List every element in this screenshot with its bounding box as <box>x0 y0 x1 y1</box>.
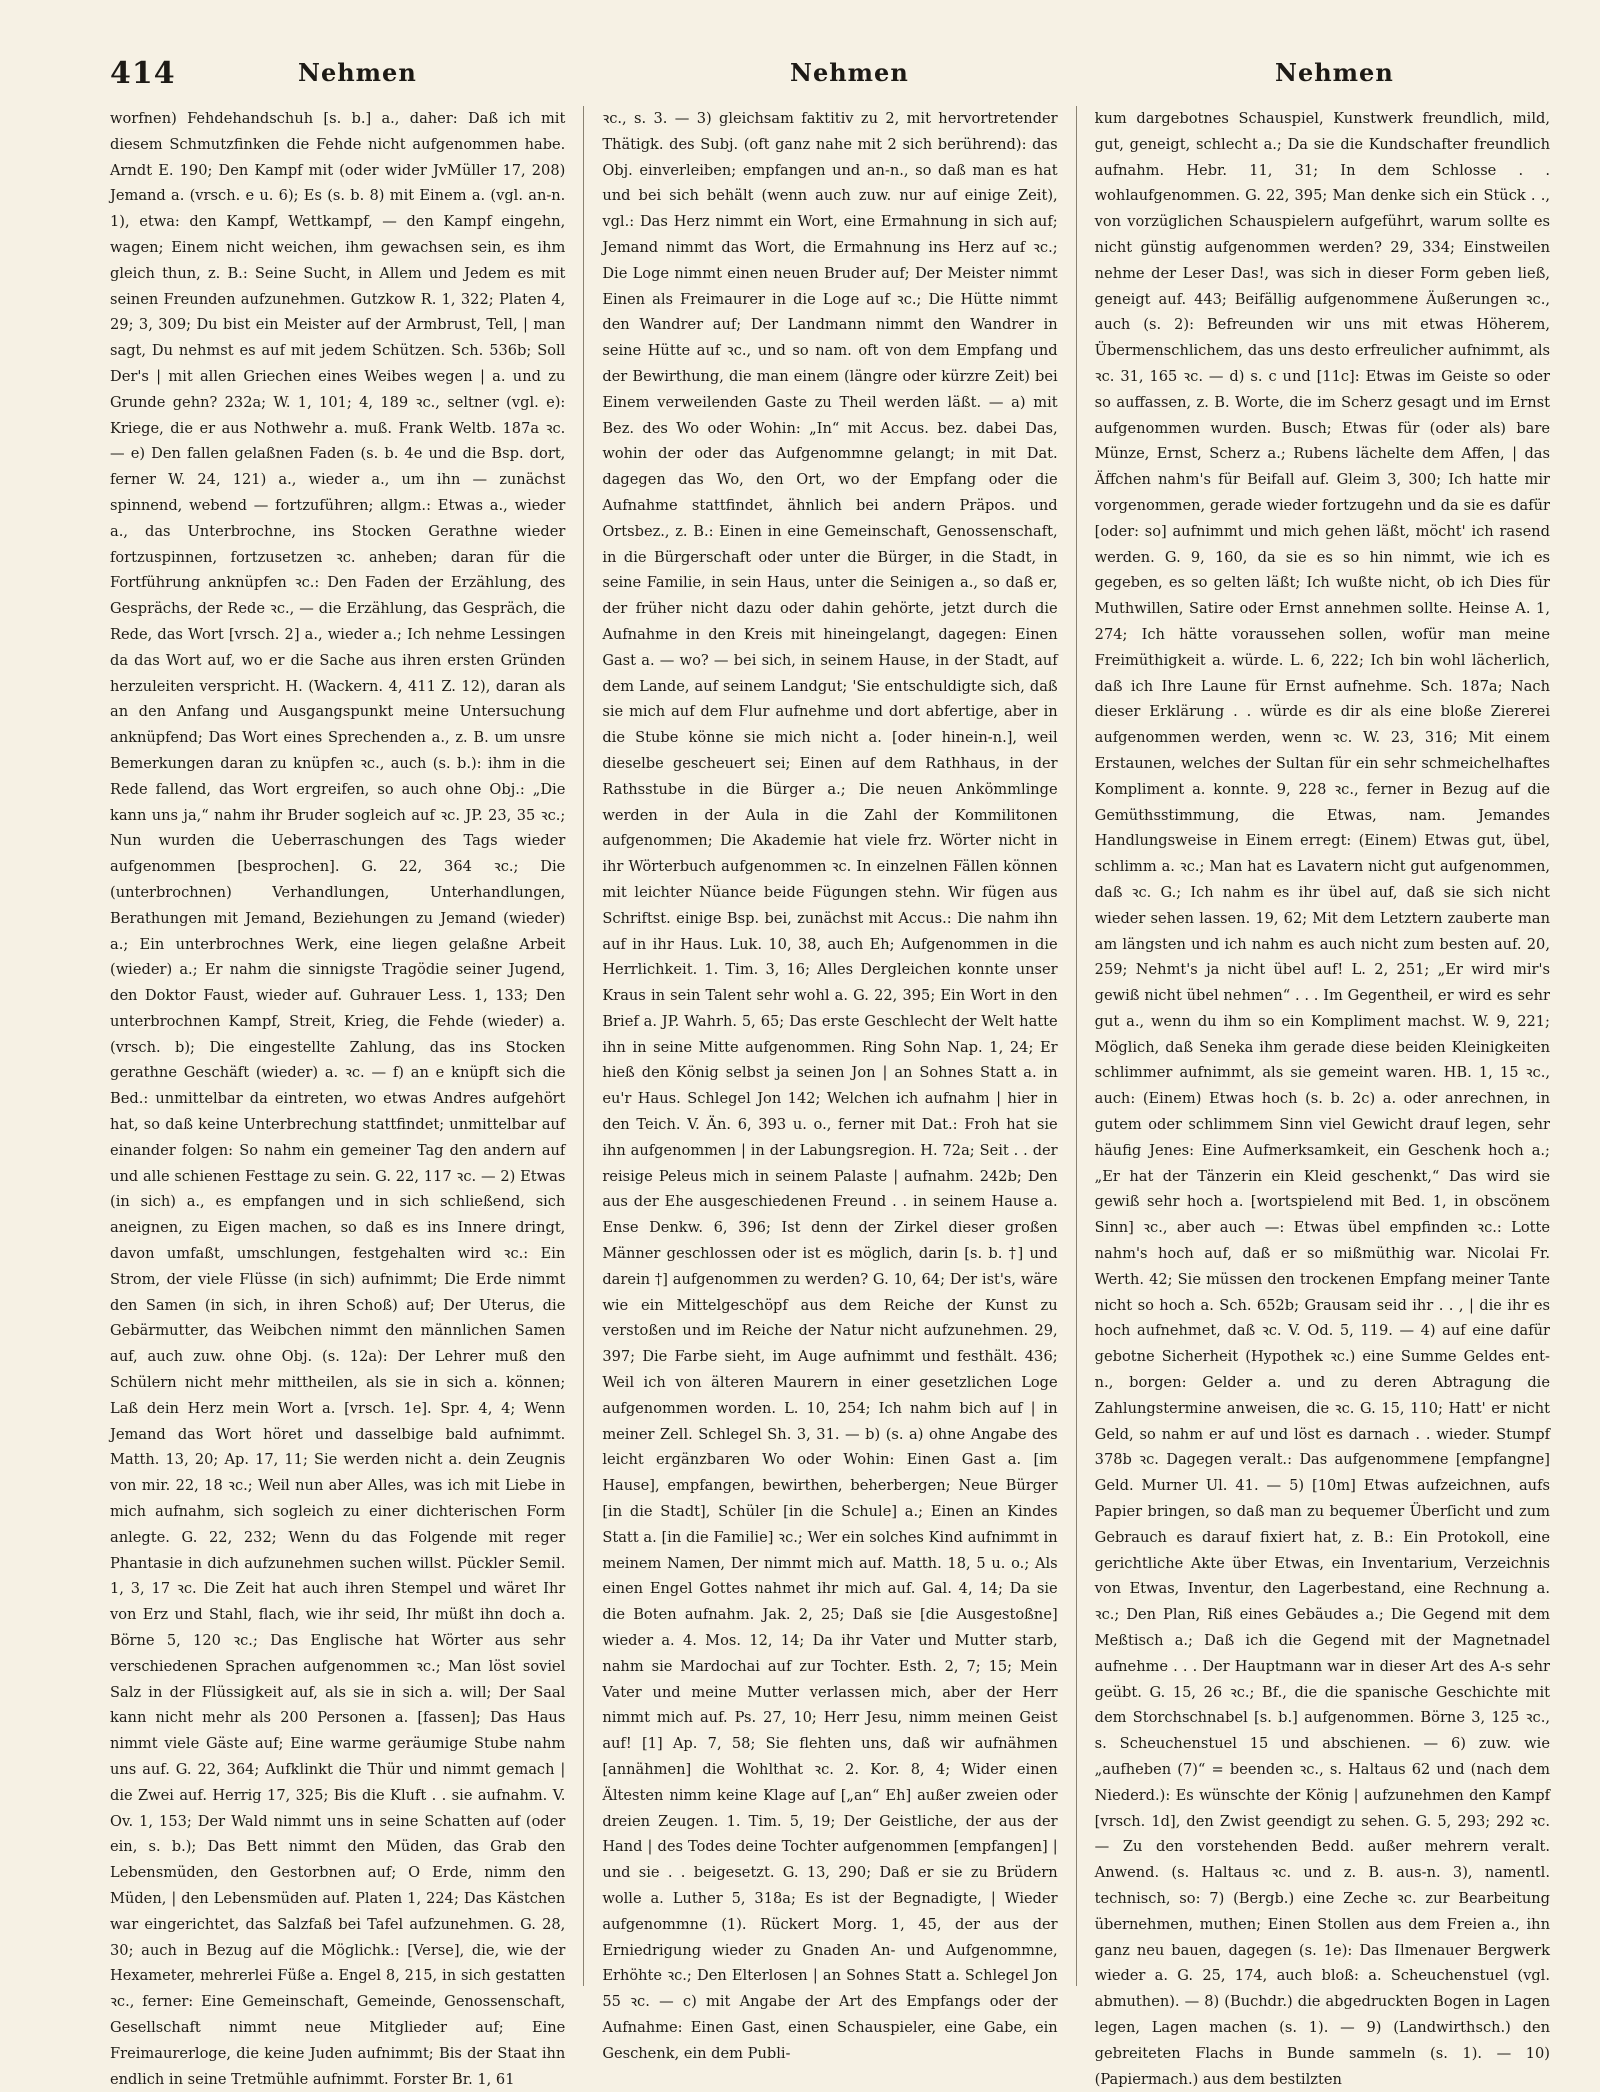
column-center: ꝛc., s. 3. — 3) gleichsam faktitiv zu 2, mit hervortretender Thätigk. des Subj. (oft ganz nahe mit 2 sich berührend): das Obj. einverleiben; empfangen und an-n., so daß man es hat und bei sich behält (wenn auch zuw. nur auf einige Zeit), vgl.: Das Herz nimmt ein Wort, eine Ermahnung in sich auf; Jemand nimmt das Wort, die Ermahnung ins Herz auf ꝛc.; Die Loge nimmt einen neuen Bruder auf; Der Meister nimmt Einen als Freimaurer in die Loge auf ꝛc.; Die Hütte nimmt den Wandrer auf; Der Landmann nimmt den Wandrer in seine Hütte auf ꝛc., und so nam. oft von dem Empfang und der Bewirthung, die man einem (längre oder kürzre Zeit) bei Einem verweilenden Gaste zu Theil werden läßt. — a) mit Bez. des Wo oder Wohin: „In“ mit Accus. bez. dabei Das, wohin der oder das Aufgenommne gelangt; in mit Dat. dagegen das Wo, den Ort, wo der Empfang oder die Aufnahme stattfindet, ähnlich bei andern Präpos. und Ortsbez., z. B.: Einen in eine Gemeinschaft, Genossenschaft, in die Bürgerschaft oder unter die Bürger, in die Stadt, in seine Familie, in sein Haus, unter die Seinigen a., so daß er, der früher nicht dazu oder dahin gehörte, jetzt durch die Aufnahme in den Kreis mit hineingelangt, dagegen: Einen Gast a. — wo? — bei sich, in seinem Hause, in der Stadt, auf dem Lande, auf seinem Landgut; 'Sie entschuldigte sich, daß sie mich auf dem Flur aufnehme und dort abfertige, aber in die Stube könne sie mich nicht a. [oder hinein-n.], weil dieselbe gescheuert sei; Einen auf dem Rathhaus, in der Rathsstube in die Bürger a.; Die neuen Ankömmlinge werden in der Aula in die Zahl der Kommilitonen aufgenommen; Die Akademie hat viele frz. Wörter nicht in ihr Wörterbuch aufgenommen ꝛc. In einzelnen Fällen können mit leichter Nüance beide Fügungen stehn. Wir fügen aus Schriftst. einige Bsp. bei, zunächst mit Accus.: Die nahm ihn auf in ihr Haus. Luk. 10, 38, auch Eh; Aufgenommen in die Herrlichkeit. 1. Tim. 3, 16; Alles Dergleichen konnte unser Kraus in sein Talent sehr wohl a. G. 22, 395; Ein Wort in den Brief a. JP. Wahrh. 5, 65; Das erste Geschlecht der Welt hatte ihn in seine Mitte aufgenommen. Ring Sohn Nap. 1, 24; Er hieß den König selbst ja seinen Jon | an Sohnes Statt a. in eu'r Haus. Schlegel Jon 142; Welchen ich aufnahm | hier in den Teich. V. Än. 6, 393 u. o., ferner mit Dat.: Froh hat sie ihn aufgenommen | in der Labungsregion. H. 72a; Seit . . der reisige Peleus mich in seinem Palaste | aufnahm. 242b; Den aus der Ehe ausgeschiedenen Freund . . in seinem Hause a. Ense Denkw. 6, 396; Ist denn der Zirkel dieser großen Männer geschlossen oder ist es möglich, darin [s. b. †] und darein †] aufgenommen zu werden? G. 10, 64; Der ist's, wäre wie ein Mittelgeschöpf aus dem Reiche der Kunst zu verstoßen und im Reiche der Natur nicht aufzunehmen. 29, 397; Die Farbe sieht, im Auge aufnimmt und festhält. 436; Weil ich von älteren Maurern in einer gesetzlichen Loge aufgenommen worden. L. 10, 254; Ich nahm bich auf | in meiner Zell. Schlegel Sh. 3, 31. — b) (s. a) ohne Angabe des leicht ergänzbaren Wo oder Wohin: Einen Gast a. [im Hause], empfangen, bewirthen, beherbergen; Neue Bürger [in die Stadt], Schüler [in die Schule] a.; Einen an Kindes Statt a. [in die Familie] ꝛc.; Wer ein solches Kind aufnimmt in meinem Namen, Der nimmt mich auf. Matth. 18, 5 u. o.; Als einen Engel Gottes nahmet ihr mich auf. Gal. 4, 14; Da sie die Boten aufnahm. Jak. 2, 25; Daß sie [die Ausgestoßne] wieder a. 4. Mos. 12, 14; Da ihr Vater und Mutter starb, nahm sie Mardochai auf zur Tochter. Esth. 2, 7; 15; Mein Vater und meine Mutter verlassen mich, aber der Herr nimmt mich auf. Ps. 27, 10; Herr Jesu, nimm meinen Geist auf! [1] Ap. 7, 58; Sie flehten uns, daß wir aufnähmen [annähmen] die Wohlthat ꝛc. 2. Kor. 8, 4; Wider einen Ältesten nimm keine Klage auf [„an“ Eh] außer zweien oder dreien Zeugen. 1. Tim. 5, 19; Der Geistliche, der aus der Hand | des Todes deine Tochter aufgenommen [empfangen] | und sie . . beigesetzt. G. 13, 290; Daß er sie zu Brüdern wolle a. Luther 5, 318a; Es ist der Begnadigte, | Wieder aufgenommne (1). Rückert Morg. 1, 45, der aus der Erniedrigung wieder zu Gnaden An- und Aufgenommne, Erhöhte ꝛc.; Den Elterlosen | an Sohnes Statt a. Schlegel Jon 55 ꝛc. — c) mit Angabe der Art des Empfangs oder der Aufnahme: Einen Gast, einen Schauspieler, eine Gabe, ein Geschenk, ein dem Publi- <box>602 110 1058 2062</box>
column-right: kum dargebotnes Schauspiel, Kunstwerk freundlich, mild, gut, geneigt, schlecht a.; Da sie die Kundschafter freundlich aufnahm. Hebr. 11, 31; In dem Schlosse . . wohlaufgenommen. G. 22, 395; Man denke sich ein Stück . ., von vorzüglichen Schauspielern aufgeführt, warum sollte es nicht günstig aufgenommen werden? 29, 334; Einstweilen nehme der Leser Das!, was sich in dieser Form geben ließ, geneigt auf. 443; Beifällig aufgenommene Äußerungen ꝛc., auch (s. 2): Befreunden wir uns mit etwas Höherem, Übermenschlichem, das uns desto erfreulicher aufnimmt, als ꝛc. 31, 165 ꝛc. — d) s. c und [11c]: Etwas im Geiste so oder so auffassen, z. B. Worte, die im Scherz gesagt und im Ernst aufgenommen wurden. Busch; Etwas für (oder als) bare Münze, Ernst, Scherz a.; Rubens lächelte dem Affen, | das Äffchen nahm's für Beifall auf. Gleim 3, 300; Ich hatte mir vorgenommen, gerade wieder fortzugehn und da sie es dafür [oder: so] aufnimmt und mich gehen läßt, möcht' ich rasend werden. G. 9, 160, da sie es so hin nimmt, wie ich es gegeben, es so gelten läßt; Ich wußte nicht, ob ich Dies für Muthwillen, Satire oder Ernst annehmen sollte. Heinse A. 1, 274; Ich hätte voraussehen sollen, wofür man meine Freimüthigkeit a. würde. L. 6, 222; Ich bin wohl lächerlich, daß ich Ihre Laune für Ernst aufnehme. Sch. 187a; Nach dieser Erklärung . . würde es dir als eine bloße Ziererei aufgenommen werden, wenn ꝛc. W. 23, 316; Mit einem Erstaunen, welches der Sultan für ein sehr schmeichelhaftes Kompliment a. konnte. 9, 228 ꝛc., ferner in Bezug auf die Gemüthsstimmung, die Etwas, nam. Jemandes Handlungsweise in Einem erregt: (Einem) Etwas gut, übel, schlimm a. ꝛc.; Man hat es Lavatern nicht gut aufgenommen, daß ꝛc. G.; Ich nahm es ihr übel auf, daß sie sich nicht wieder sehen lassen. 19, 62; Mit dem Letztern zauberte man am längsten und ich nahm es auch nicht zum besten auf. 20, 259; Nehmt's ja nicht übel auf! L. 2, 251; „Er wird mir's gewiß nicht übel nehmen“ . . . Im Gegentheil, er wird es sehr gut a., wenn du ihm so ein Kompliment machst. W. 9, 221; Möglich, daß Seneka ihm gerade diese beiden Kleinigkeiten schlimmer aufnimmt, als sie gemeint waren. HB. 1, 15 ꝛc., auch: (Einem) Etwas hoch (s. b. 2c) a. oder anrechnen, in gutem oder schlimmem Sinn viel Gewicht drauf legen, sehr häufig Jenes: Eine Aufmerksamkeit, ein Geschenk hoch a.; „Er hat der Tänzerin ein Kleid geschenkt,“ Das wird sie gewiß sehr hoch a. [wortspielend mit Bed. 1, in obscönem Sinn] ꝛc., aber auch —: Etwas übel empfinden ꝛc.: Lotte nahm's hoch auf, daß er so mißmüthig war. Nicolai Fr. Werth. 42; Sie müssen den trockenen Empfang meiner Tante nicht so hoch a. Sch. 652b; Grausam seid ihr . . , | die ihr es hoch aufnehmet, daß ꝛc. V. Od. 5, 119. — 4) auf eine dafür gebotne Sicherheit (Hypothek ꝛc.) eine Summe Geldes ent-n., borgen: Gelder a. und zu deren Abtragung die Zahlungstermine anweisen, die ꝛc. G. 15, 110; Hatt' er nicht Geld, so nahm er auf und löst es darnach . . wieder. Stumpf 378b ꝛc. Dagegen veralt.: Das aufgenommene [empfangne] Geld. Murner Ul. 41. — 5) [10m] Etwas aufzeichnen, aufs Papier bringen, so daß man zu bequemer Überſicht und zum Gebrauch es darauf fixiert hat, z. B.: Ein Protokoll, eine gerichtliche Akte über Etwas, ein Inventarium, Verzeichnis von Etwas, Inventur, den Lagerbestand, eine Rechnung a. ꝛc.; Den Plan, Riß eines Gebäudes a.; Die Gegend mit dem Meßtisch a.; Daß ich die Gegend mit der Magnetnadel aufnehme . . . Der Hauptmann war in dieser Art des A-s sehr geübt. G. 15, 26 ꝛc.; Bf., die die spanische Geschichte mit dem Storchschnabel [s. b.] aufgenommen. Börne 3, 125 ꝛc., s. Scheuchenstuel 15 und abschienen. — 6) zuw. wie „aufheben (7)“ = beenden ꝛc., s. Haltaus 62 und (nach dem Niederd.): Es wünschte der König | aufzunehmen den Kampf [vrsch. 1d], den Zwist geendigt zu sehen. G. 5, 293; 292 ꝛc. — Zu den vorstehenden Bedd. außer mehrern veralt. Anwend. (s. Haltaus ꝛc. und z. B. aus-n. 3), namentl. technisch, so: 7) (Bergb.) eine Zeche ꝛc. zur Bearbeitung übernehmen, muthen; Einen Stollen aus dem Freien a., ihn ganz neu bauen, dagegen (s. 1e): Das Ilmenauer Bergwerk wieder a. G. 25, 174, auch bloß: a. Scheuchenstuel (vgl. abmuthen). — 8) (Buchdr.) die abgedruckten Bogen in Lagen legen, Lagen machen (s. 1). — 9) (Landwirthsch.) den gebreiteten Flachs in Bunde sammeln (s. 1). — 10) (Papiermach.) aus dem bestilzten <box>1094 110 1550 2088</box>
column-left: worfnen) Fehdehandschuh [s. b.] a., daher: Daß ich mit diesem Schmutzfinken die Fehde nicht aufgenommen habe. Arndt E. 190; Den Kampf mit (oder wider JvMüller 17, 208) Jemand a. (vrsch. e u. 6); Es (s. b. 8) mit Einem a. (vgl. an-n. 1), etwa: den Kampf, Wettkampf, — den Kampf eingehn, wagen; Einem nicht weichen, ihm gewachsen sein, es ihm gleich thun, z. B.: Seine Sucht, in Allem und Jedem es mit seinen Freunden aufzunehmen. Gutzkow R. 1, 322; Platen 4, 29; 3, 309; Du bist ein Meister auf der Armbrust, Tell, | man sagt, Du nehmst es auf mit jedem Schützen. Sch. 536b; Soll Der's | mit allen Griechen eines Weibes wegen | a. und zu Grunde gehn? 232a; W. 1, 101; 4, 189 ꝛc., seltner (vgl. e): Kriege, die er aus Nothwehr a. muß. Frank Weltb. 187a ꝛc. — e) Den fallen gelaßnen Faden (s. b. 4e und die Bsp. dort, ferner W. 24, 121) a., wieder a., um ihn — zunächst spinnend, webend — fortzuführen; allgm.: Etwas a., wieder a., das Unterbrochne, ins Stocken Gerathne wieder fortzuspinnen, fortzusetzen ꝛc. anheben; daran für die Fortführung anknüpfen ꝛc.: Den Faden der Erzählung, des Gesprächs, der Rede ꝛc., — die Erzählung, das Gespräch, die Rede, das Wort [vrsch. 2] a., wieder a.; Ich nehme Lessingen da das Wort auf, wo er die Sache aus ihren ersten Gründen herzuleiten verspricht. H. (Wackern. 4, 411 Z. 12), daran als an den Anfang und Ausgangspunkt meine Untersuchung anknüpfend; Das Wort eines Sprechenden a., z. B. um unsre Bemerkungen daran zu knüpfen ꝛc., auch (s. b.): ihm in die Rede fallend, das Wort ergreifen, so auch ohne Obj.: „Die kann uns ja,“ nahm ihr Bruder sogleich auf ꝛc. JP. 23, 35 ꝛc.; Nun wurden die Ueberraschungen des Tags wieder aufgenommen [besprochen]. G. 22, 364 ꝛc.; Die (unterbrochnen) Verhandlungen, Unterhandlungen, Berathungen mit Jemand, Beziehungen zu Jemand (wieder) a.; Ein unterbrochnes Werk, eine liegen gelaßne Arbeit (wieder) a.; Er nahm die sinnigste Tragödie seiner Jugend, den Doktor Faust, wieder auf. Guhrauer Less. 1, 133; Den unterbrochnen Kampf, Streit, Krieg, die Fehde (wieder) a. (vrsch. b); Die eingestellte Zahlung, das ins Stocken gerathne Geschäft (wieder) a. ꝛc. — f) an e knüpft sich die Bed.: unmittelbar da eintreten, wo etwas Andres aufgehört hat, so daß keine Unterbrechung stattfindet; unmittelbar auf einander folgen: So nahm ein gemeiner Tag den andern auf und alle schienen Festtage zu sein. G. 22, 117 ꝛc. — 2) Etwas (in sich) a., es empfangen und in sich schließend, sich aneignen, zu Eigen machen, so daß es ins Innere dringt, davon umfaßt, umschlungen, festgehalten wird ꝛc.: Ein Strom, der viele Flüsse (in sich) aufnimmt; Die Erde nimmt den Samen (in sich, in ihren Schoß) auf; Der Uterus, die Gebärmutter, das Weibchen nimmt den männlichen Samen auf, auch zuw. ohne Obj. (s. 12a): Der Lehrer muß den Schülern nicht mehr mittheilen, als sie in sich a. können; Laß dein Herz mein Wort a. [vrsch. 1e]. Spr. 4, 4; Wenn Jemand das Wort höret und dasselbige bald aufnimmt. Matth. 13, 20; Ap. 17, 11; Sie werden nicht a. dein Zeugnis von mir. 22, 18 ꝛc.; Weil nun aber Alles, was ich mit Liebe in mich aufnahm, sich sogleich zu einer dichterischen Form anlegte. G. 22, 232; Wenn du das Folgende mit reger Phantasie in dich aufzunehmen suchen willst. Pückler Semil. 1, 3, 17 ꝛc. Die Zeit hat auch ihren Stempel und wäret Ihr von Erz und Stahl, flach, wie ihr seid, Ihr müßt ihn doch a. Börne 5, 120 ꝛc.; Das Englische hat Wörter aus sehr verschiedenen Sprachen aufgenommen ꝛc.; Man löst soviel Salz in der Flüssigkeit auf, als sie in sich a. will; Der Saal kann nicht mehr als 200 Personen a. [fassen]; Das Haus nimmt viele Gäste auf; Eine warme geräumige Stube nahm uns auf. G. 22, 364; Aufklinkt die Thür und nimmt gemach | die Zwei auf. Herrig 17, 325; Bis die Kluft . . sie aufnahm. V. Ov. 1, 153; Der Wald nimmt uns in seine Schatten auf (oder ein, s. b.); Das Bett nimmt den Müden, das Grab den Lebensmüden, den Gestorbnen auf; O Erde, nimm den Müden, | den Lebensmüden auf. Platen 1, 224; Das Kästchen war eingerichtet, das Salzfaß bei Tafel aufzunehmen. G. 28, 30; auch in Bezug auf die Möglichk.: [Verse], die, wie der Hexameter, mehrerlei Füße a. Engel 8, 215, in sich gestatten ꝛc., ferner: Eine Gemeinschaft, Gemeinde, Genossenschaft, Gesellschaft nimmt neue Mitglieder auf; Eine Freimaurerloge, die keine Juden aufnimmt; Bis der Staat ihn endlich in seine Tretmühle aufnimmt. Forster Br. 1, 61 <box>110 110 566 2088</box>
running-headword-left: Nehmen <box>298 58 417 87</box>
column-divider <box>583 106 584 1986</box>
page-number: 414 <box>110 56 176 91</box>
running-headword-right: Nehmen <box>1275 58 1394 87</box>
text-columns <box>110 106 1550 2088</box>
running-headword-center: Nehmen <box>790 58 909 87</box>
page-header <box>0 50 1600 100</box>
column-divider <box>1076 106 1077 1986</box>
